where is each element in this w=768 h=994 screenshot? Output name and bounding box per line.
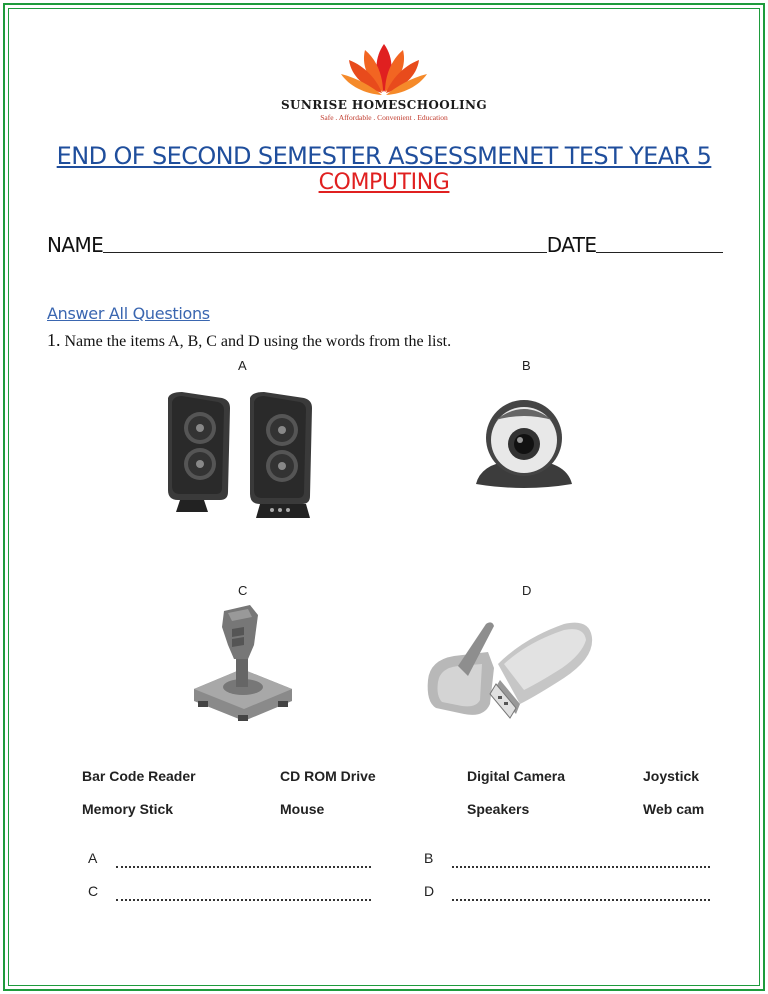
date-field[interactable] (596, 251, 723, 253)
memory-stick-icon (424, 620, 594, 720)
word-option: Speakers (467, 801, 530, 817)
webcam-icon (462, 398, 587, 493)
subject-title: COMPUTING (318, 170, 450, 195)
answer-label-a: A (88, 850, 98, 866)
word-option: Joystick (643, 768, 700, 784)
item-label-a: A (238, 358, 247, 373)
question-number: 1. (47, 330, 61, 350)
section-heading: Answer All Questions (47, 304, 210, 323)
school-logo (0, 40, 768, 122)
speakers-icon (160, 392, 320, 520)
page-title: END OF SECOND SEMESTER ASSESSMENET TEST YEAR 5 (56, 142, 712, 170)
lotus-logo-icon (339, 40, 429, 98)
word-option: Bar Code Reader (82, 768, 196, 784)
word-option: Web cam (643, 801, 705, 817)
answer-line-c[interactable] (116, 899, 371, 901)
name-label: NAME (47, 233, 104, 257)
item-label-d: D (522, 583, 532, 598)
question-text: Name the items A, B, C and D using the words from the list. (64, 333, 452, 350)
name-date-row (47, 233, 723, 257)
word-option: Mouse (280, 801, 325, 817)
brand-tagline: Safe . Affordable . Convenient . Education (320, 113, 448, 122)
word-option: Memory Stick (82, 801, 174, 817)
answer-label-b: B (424, 850, 434, 866)
answer-label-c: C (88, 883, 99, 899)
answer-label-d: D (424, 883, 435, 899)
word-option: CD ROM Drive (280, 768, 376, 784)
answer-line-b[interactable] (452, 866, 710, 868)
answer-line-a[interactable] (116, 866, 371, 868)
question-1 (47, 330, 451, 351)
item-label-c: C (238, 583, 248, 598)
joystick-icon (188, 605, 298, 723)
date-label: DATE (546, 233, 597, 257)
name-field[interactable] (103, 251, 547, 253)
answer-line-d[interactable] (452, 899, 710, 901)
item-label-b: B (522, 358, 531, 373)
brand-name: SUNRISE HOMESCHOOLING (280, 98, 488, 112)
word-option: Digital Camera (467, 768, 566, 784)
